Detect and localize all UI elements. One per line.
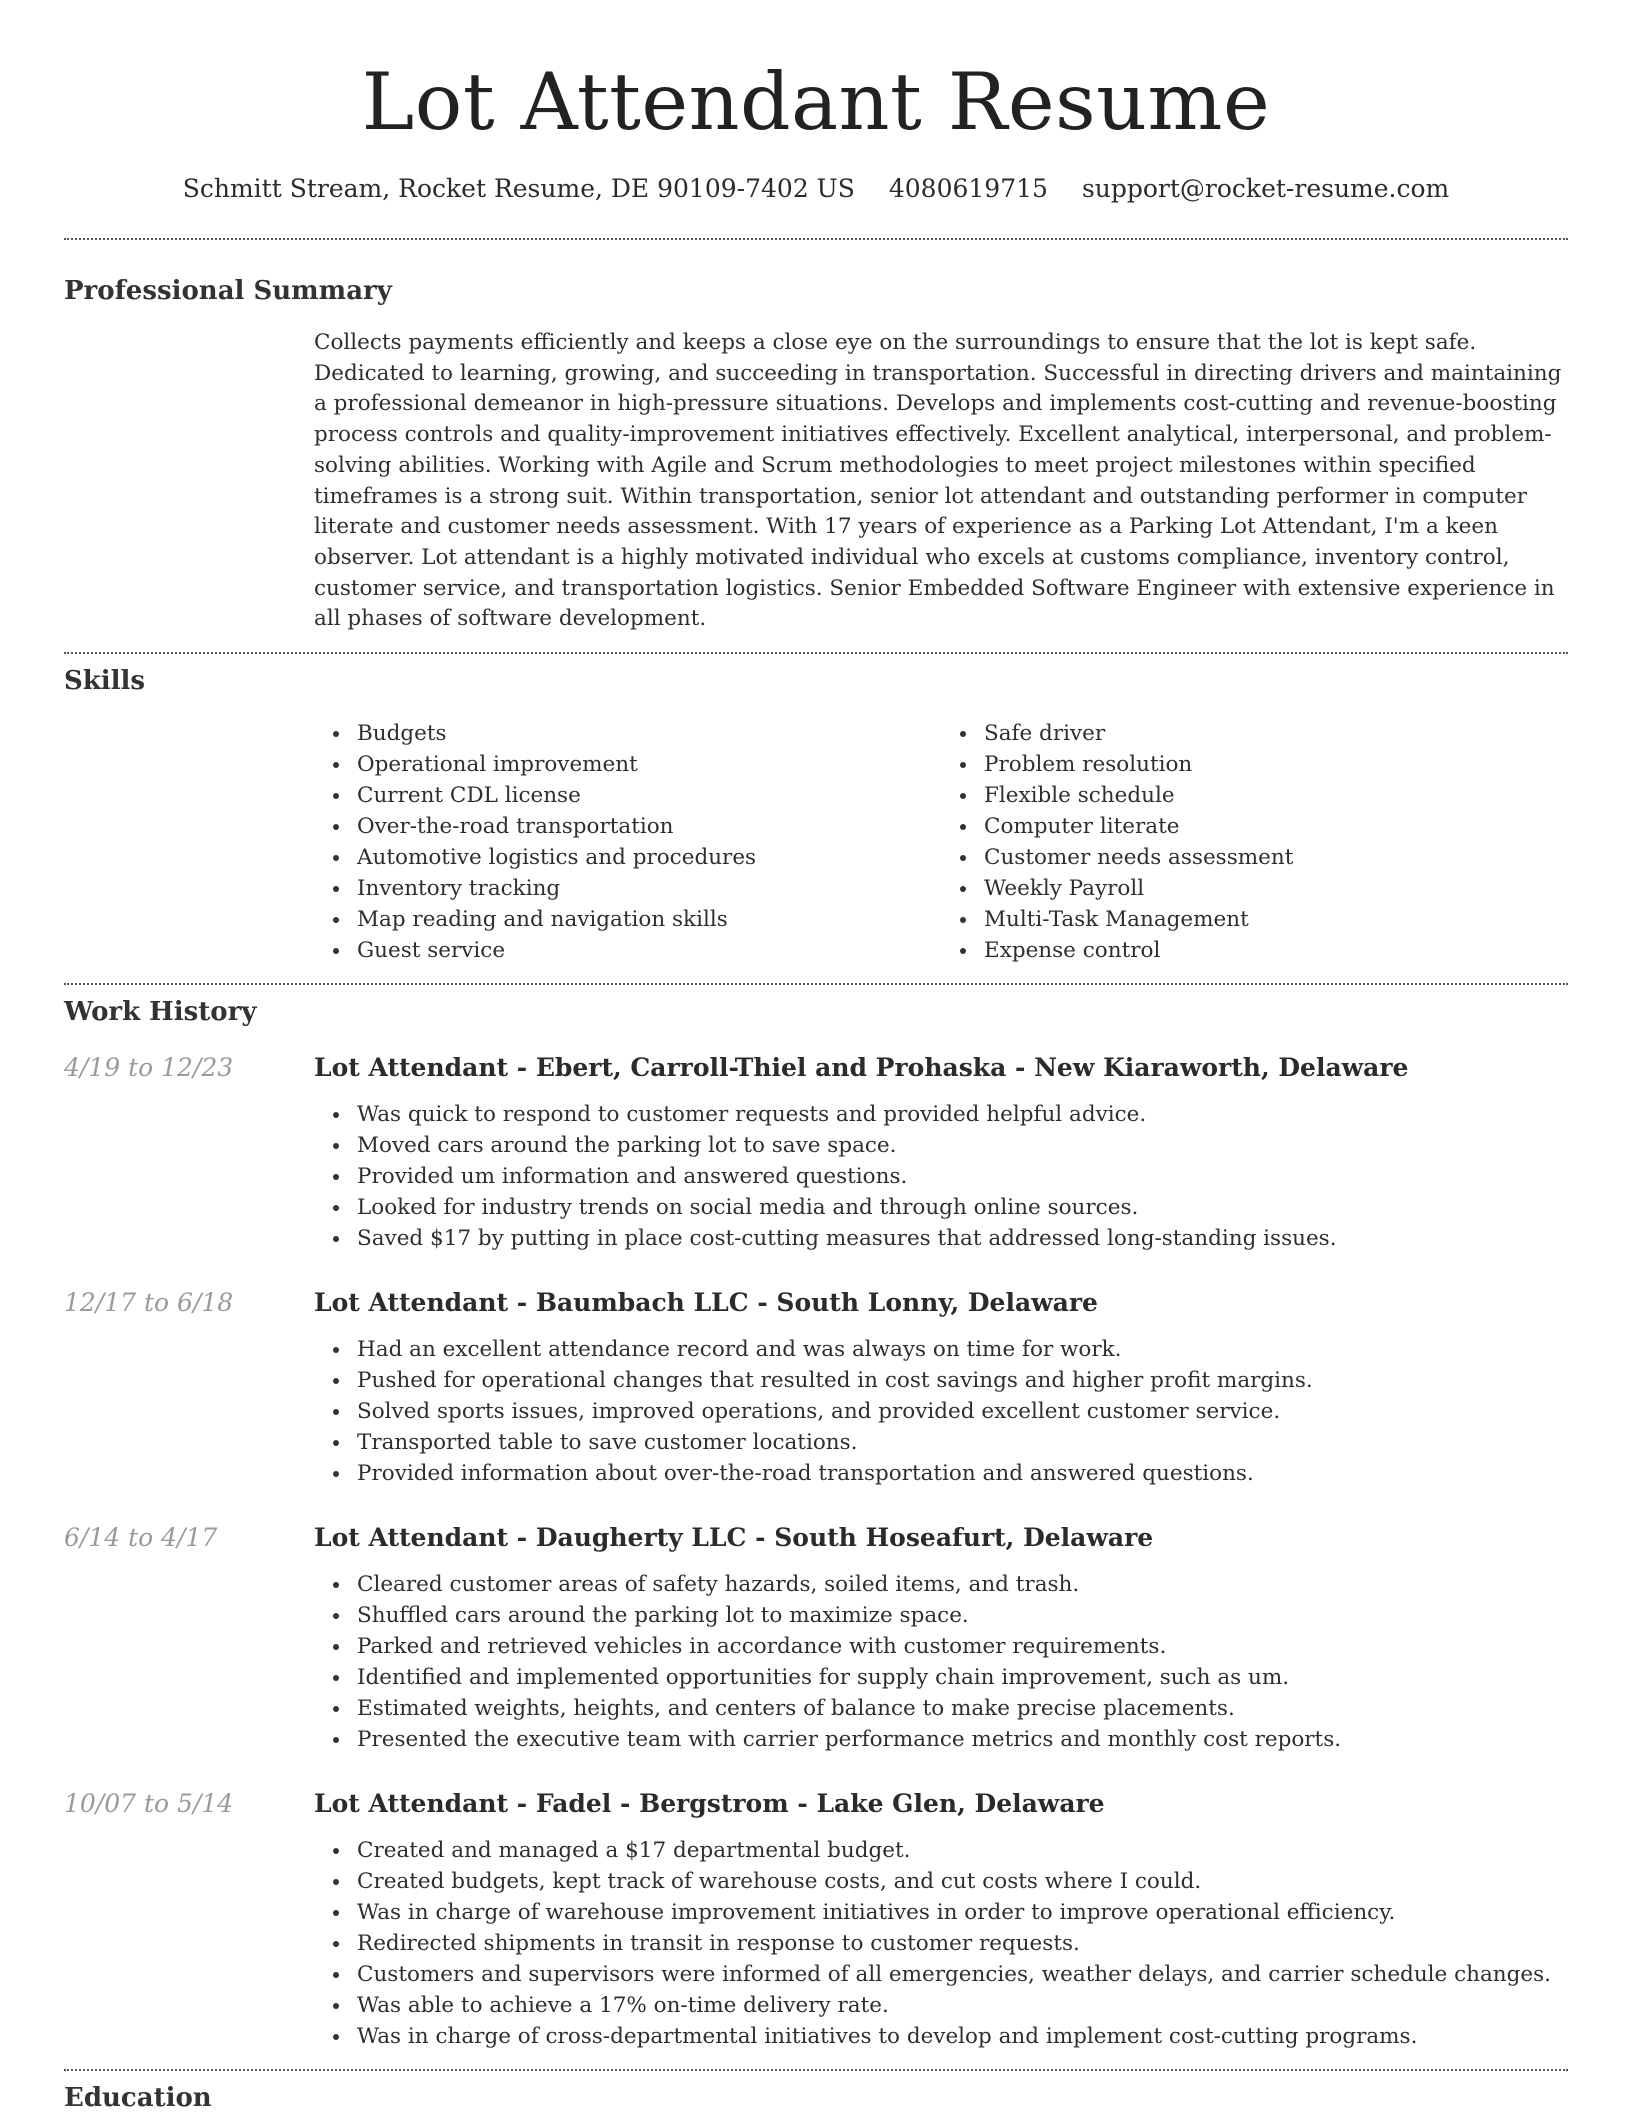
- job-bullets: [314, 1569, 1568, 1755]
- skill-item: Map reading and navigation skills: [357, 904, 941, 935]
- job-bullet: Redirected shipments in transit in response to customer requests.: [357, 1928, 1568, 1959]
- job-bullet: Was quick to respond to customer requests and provided helpful advice.: [357, 1099, 1568, 1130]
- job-bullet: Transported table to save customer locations.: [357, 1427, 1568, 1458]
- job-date: 12/17 to 6/18: [64, 1288, 234, 1318]
- resume-title: Lot Attendant Resume: [361, 56, 1271, 148]
- summary-section: [314, 328, 1568, 635]
- contact-line: [64, 172, 1568, 206]
- job-title: Lot Attendant - Baumbach LLC - South Lonny, Delaware: [314, 1288, 1098, 1318]
- work-heading: Work History: [64, 997, 257, 1028]
- job-bullet: Pushed for operational changes that resulted in cost savings and higher profit margins.: [357, 1365, 1568, 1396]
- job-bullet: Created budgets, kept track of warehouse costs, and cut costs where I could.: [357, 1866, 1568, 1897]
- skill-item: Over-the-road transportation: [357, 811, 941, 842]
- skill-item: Inventory tracking: [357, 873, 941, 904]
- job-bullets: [314, 1099, 1568, 1254]
- job-bullets: [314, 1334, 1568, 1489]
- job-entry: [64, 1051, 1568, 1254]
- job-bullet: Parked and retrieved vehicles in accordance with customer requirements.: [357, 1631, 1568, 1662]
- job-bullet: Cleared customer areas of safety hazards, soiled items, and trash.: [357, 1569, 1568, 1600]
- job-bullet: Provided information about over-the-road transportation and answered questions.: [357, 1458, 1568, 1489]
- resume-page: [64, 0, 1568, 2115]
- skill-item: Problem resolution: [984, 749, 1568, 780]
- summary-heading: Professional Summary: [64, 276, 392, 306]
- education-heading: Education: [64, 2083, 212, 2114]
- contact-phone: 4080619715: [888, 174, 1048, 203]
- job-bullet: Had an excellent attendance record and was always on time for work.: [357, 1334, 1568, 1365]
- job-entry: [64, 1286, 1568, 1489]
- skills-section: [314, 718, 1568, 966]
- job-bullet: Was able to achieve a 17% on-time delivery rate.: [357, 1990, 1568, 2021]
- job-bullet: Was in charge of cross-departmental initiatives to develop and implement cost-cutting programs.: [357, 2021, 1568, 2052]
- job-bullet: Provided um information and answered questions.: [357, 1161, 1568, 1192]
- skill-item: Current CDL license: [357, 780, 941, 811]
- job-bullet: Customers and supervisors were informed of all emergencies, weather delays, and carrier schedule changes.: [357, 1959, 1568, 1990]
- job-title: Lot Attendant - Ebert, Carroll-Thiel and Prohaska - New Kiaraworth, Delaware: [314, 1053, 1409, 1083]
- job-date: 10/07 to 5/14: [64, 1789, 234, 1819]
- job-details: [314, 1521, 1568, 1755]
- job-details: [314, 1051, 1568, 1254]
- skill-item: Weekly Payroll: [984, 873, 1568, 904]
- job-date: 4/19 to 12/23: [64, 1053, 234, 1083]
- job-bullet: Solved sports issues, improved operations, and provided excellent customer service.: [357, 1396, 1568, 1427]
- divider: [64, 2069, 1568, 2071]
- job-bullet: Shuffled cars around the parking lot to maximize space.: [357, 1600, 1568, 1631]
- skill-item: Multi-Task Management: [984, 904, 1568, 935]
- skill-item: Flexible schedule: [984, 780, 1568, 811]
- skill-item: Operational improvement: [357, 749, 941, 780]
- skill-item: Computer literate: [984, 811, 1568, 842]
- job-bullets: [314, 1835, 1568, 2052]
- contact-email: support@rocket-resume.com: [1081, 174, 1450, 203]
- skill-item: Expense control: [984, 935, 1568, 966]
- skills-heading: Skills: [64, 666, 146, 697]
- job-title: Lot Attendant - Daugherty LLC - South Hoseafurt, Delaware: [314, 1523, 1154, 1553]
- summary-text: Collects payments efficiently and keeps a close eye on the surroundings to ensure that the lot is kept safe. Dedicated to learning, growing, and succeeding in transportation. Successful in directing drivers and maintaining a professional demeanor in high-pressure situations. Develops and implements cost-cutting and revenue-boosting process controls and quality-improvement initiatives effectively. Excellent analytical, interpersonal, and problem-solving abilities. Working with Agile and Scrum methodologies to meet project milestones within specified timeframes is a strong suit. Within transportation, senior lot attendant and outstanding performer in computer literate and customer needs assessment. With 17 years of experience as a Parking Lot Attendant, I'm a keen observer. Lot attendant is a highly motivated individual who excels at customs compliance, inventory control, customer service, and transportation logistics. Senior Embedded Software Engineer with extensive experience in all phases of software development.: [314, 330, 1562, 632]
- job-details: [314, 1286, 1568, 1489]
- skill-item: Guest service: [357, 935, 941, 966]
- job-details: [314, 1787, 1568, 2052]
- skills-right-list: [941, 718, 1568, 966]
- job-bullet: Was in charge of warehouse improvement initiatives in order to improve operational efficiency.: [357, 1897, 1568, 1928]
- job-date: 6/14 to 4/17: [64, 1523, 218, 1553]
- divider: [64, 238, 1568, 240]
- divider: [64, 983, 1568, 985]
- job-bullet: Moved cars around the parking lot to save space.: [357, 1130, 1568, 1161]
- skill-item: Automotive logistics and procedures: [357, 842, 941, 873]
- job-bullet: Presented the executive team with carrier performance metrics and monthly cost reports.: [357, 1724, 1568, 1755]
- skill-item: Budgets: [357, 718, 941, 749]
- job-entry: [64, 1521, 1568, 1755]
- job-bullet: Looked for industry trends on social media and through online sources.: [357, 1192, 1568, 1223]
- job-entry: [64, 1787, 1568, 2052]
- job-title: Lot Attendant - Fadel - Bergstrom - Lake Glen, Delaware: [314, 1789, 1105, 1819]
- skill-item: Safe driver: [984, 718, 1568, 749]
- job-bullet: Identified and implemented opportunities for supply chain improvement, such as um.: [357, 1662, 1568, 1693]
- contact-address: Schmitt Stream, Rocket Resume, DE 90109-7402 US: [182, 174, 855, 203]
- job-bullet: Created and managed a $17 departmental budget.: [357, 1835, 1568, 1866]
- skill-item: Customer needs assessment: [984, 842, 1568, 873]
- job-bullet: Saved $17 by putting in place cost-cutting measures that addressed long-standing issues.: [357, 1223, 1568, 1254]
- job-bullet: Estimated weights, heights, and centers of balance to make precise placements.: [357, 1693, 1568, 1724]
- divider: [64, 652, 1568, 654]
- skills-left-list: [314, 718, 941, 966]
